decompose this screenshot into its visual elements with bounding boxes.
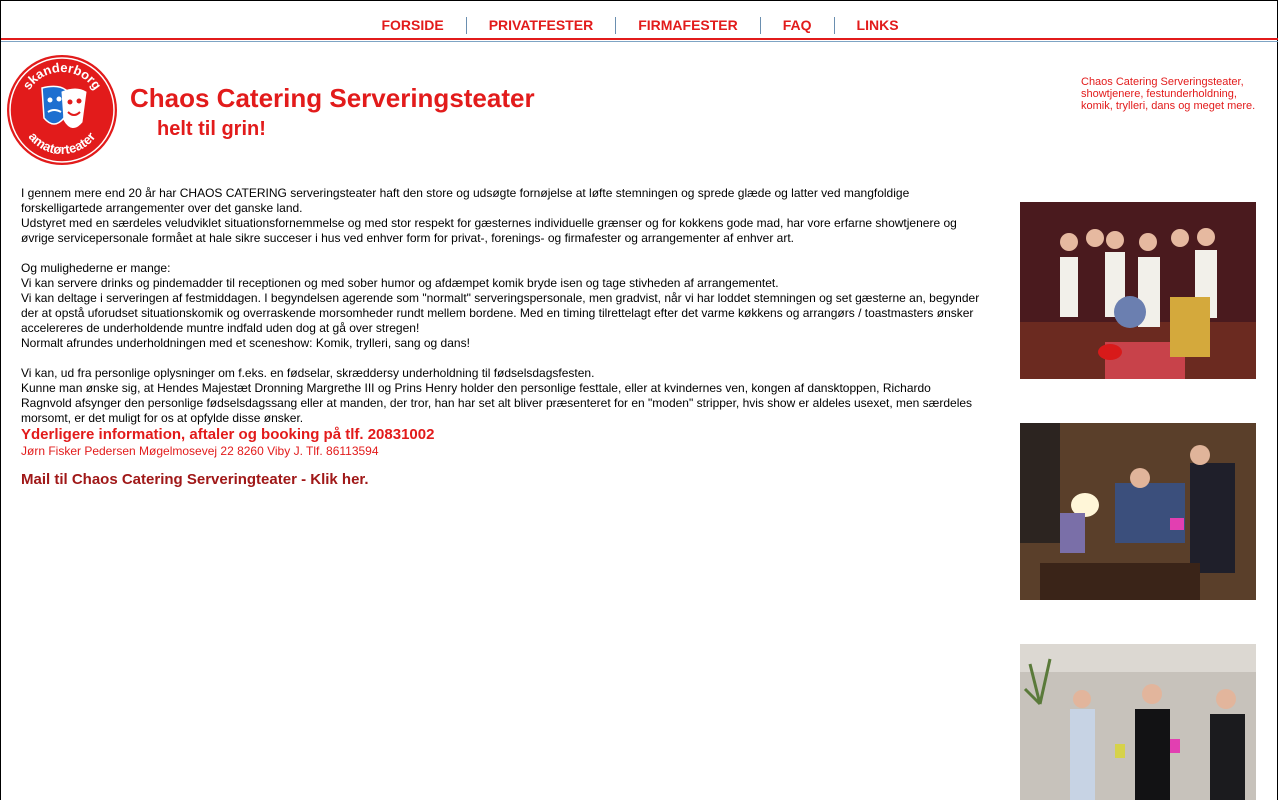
- photo-showtjenere: [1020, 202, 1256, 379]
- option-3: Normalt afrundes underholdningen med et sceneshow: Komik, trylleri, sang og dans!: [21, 336, 470, 350]
- nav-faq[interactable]: FAQ: [760, 17, 834, 34]
- logo-text-bottom: amatørteater: [25, 128, 99, 158]
- main-content: [21, 186, 981, 489]
- page-subtitle: helt til grin!: [157, 118, 266, 140]
- mail-link[interactable]: Mail til Chaos Catering Serveringteater - Klik her.: [21, 471, 369, 488]
- photo-sceneshow: [1020, 644, 1256, 800]
- header-divider-red: [1, 38, 1278, 40]
- personal-paragraph-1: Vi kan, ud fra personlige oplysninger om f.eks. en fødselar, skræddersy underholdning til fødselsdagsfesten.: [21, 366, 595, 380]
- intro-paragraph-2: Udstyret med en særdeles veludviklet situationsfornemmelse og med stor respekt for gæsternes individuelle grænser og for kokkens gode mad, har vore erfarne showtjenere og øvrige servicepersonale formået at hale sikre succeser i hus ved enhver form for privat-, forenings- og firmafester og arrangementer af enhver art.: [21, 216, 957, 245]
- nav-forside[interactable]: FORSIDE: [381, 17, 444, 33]
- intro-paragraph-1: I gennem mere end 20 år har CHAOS CATERING serveringsteater haft den store og udsøgte fornøjelse at løfte stemningen og sprede glæde og latter ved mangfoldige forskelligartede arrangementer over det ganske land.: [21, 186, 910, 215]
- photo-festgaester: [1020, 423, 1256, 600]
- top-navigation: [0, 17, 1280, 34]
- contact-address: Jørn Fisker Pedersen Møgelmosevej 22 8260 Viby J. Tlf. 86113594: [21, 444, 379, 458]
- header-divider-blue: [1, 41, 1278, 42]
- nav-privatfester[interactable]: PRIVATFESTER: [466, 17, 616, 34]
- logo-text-top: skanderborg: [19, 59, 105, 93]
- option-2: Vi kan deltage i serveringen af festmiddagen. I begyndelsen agerende som "normalt" serveringspersonale, men gradvist, når vi har loddet stemningen og set gæsterne an, begynder der at opstå uforudset situationskomik og overraskende morsomheder rundt mellem bordene. Med en timing tilrettelagt efter det varme køkkens og arrangørs / toastmasters ønsker accelereres de underholdende muntre indfald uden dog at gå over stregen!: [21, 291, 980, 335]
- option-1: Vi kan servere drinks og pindemadder til receptionen og med sober humor og afdæmpet komik bryde isen og tage stivheden af arrangementet.: [21, 276, 779, 290]
- side-description: Chaos Catering Serveringsteater, showtjenere, festunderholdning, komik, trylleri, dans og meget mere.: [1081, 76, 1256, 112]
- page-title: Chaos Catering Serveringsteater: [130, 83, 535, 113]
- nav-firmafester[interactable]: FIRMAFESTER: [615, 17, 760, 34]
- theatre-logo: [6, 54, 118, 166]
- nav-links[interactable]: LINKS: [834, 17, 921, 34]
- booking-info: Yderligere information, aftaler og booking på tlf. 20831002: [21, 426, 435, 443]
- options-heading: Og mulighederne er mange:: [21, 261, 171, 275]
- personal-paragraph-2: Kunne man ønske sig, at Hendes Majestæt Dronning Margrethe III og Prins Henry holder den personlige festtale, eller at kvindernes ven, kongen af dansktoppen, Richardo Ragnvold afsynger den personlige fødselsdagssang eller at manden, der tror, han har set alt bliver præsenteret for en "moden" stripper, hvis show er aldeles usexet, men særdeles morsomt, er det muligt for os at opfylde disse ønsker.: [21, 381, 973, 425]
